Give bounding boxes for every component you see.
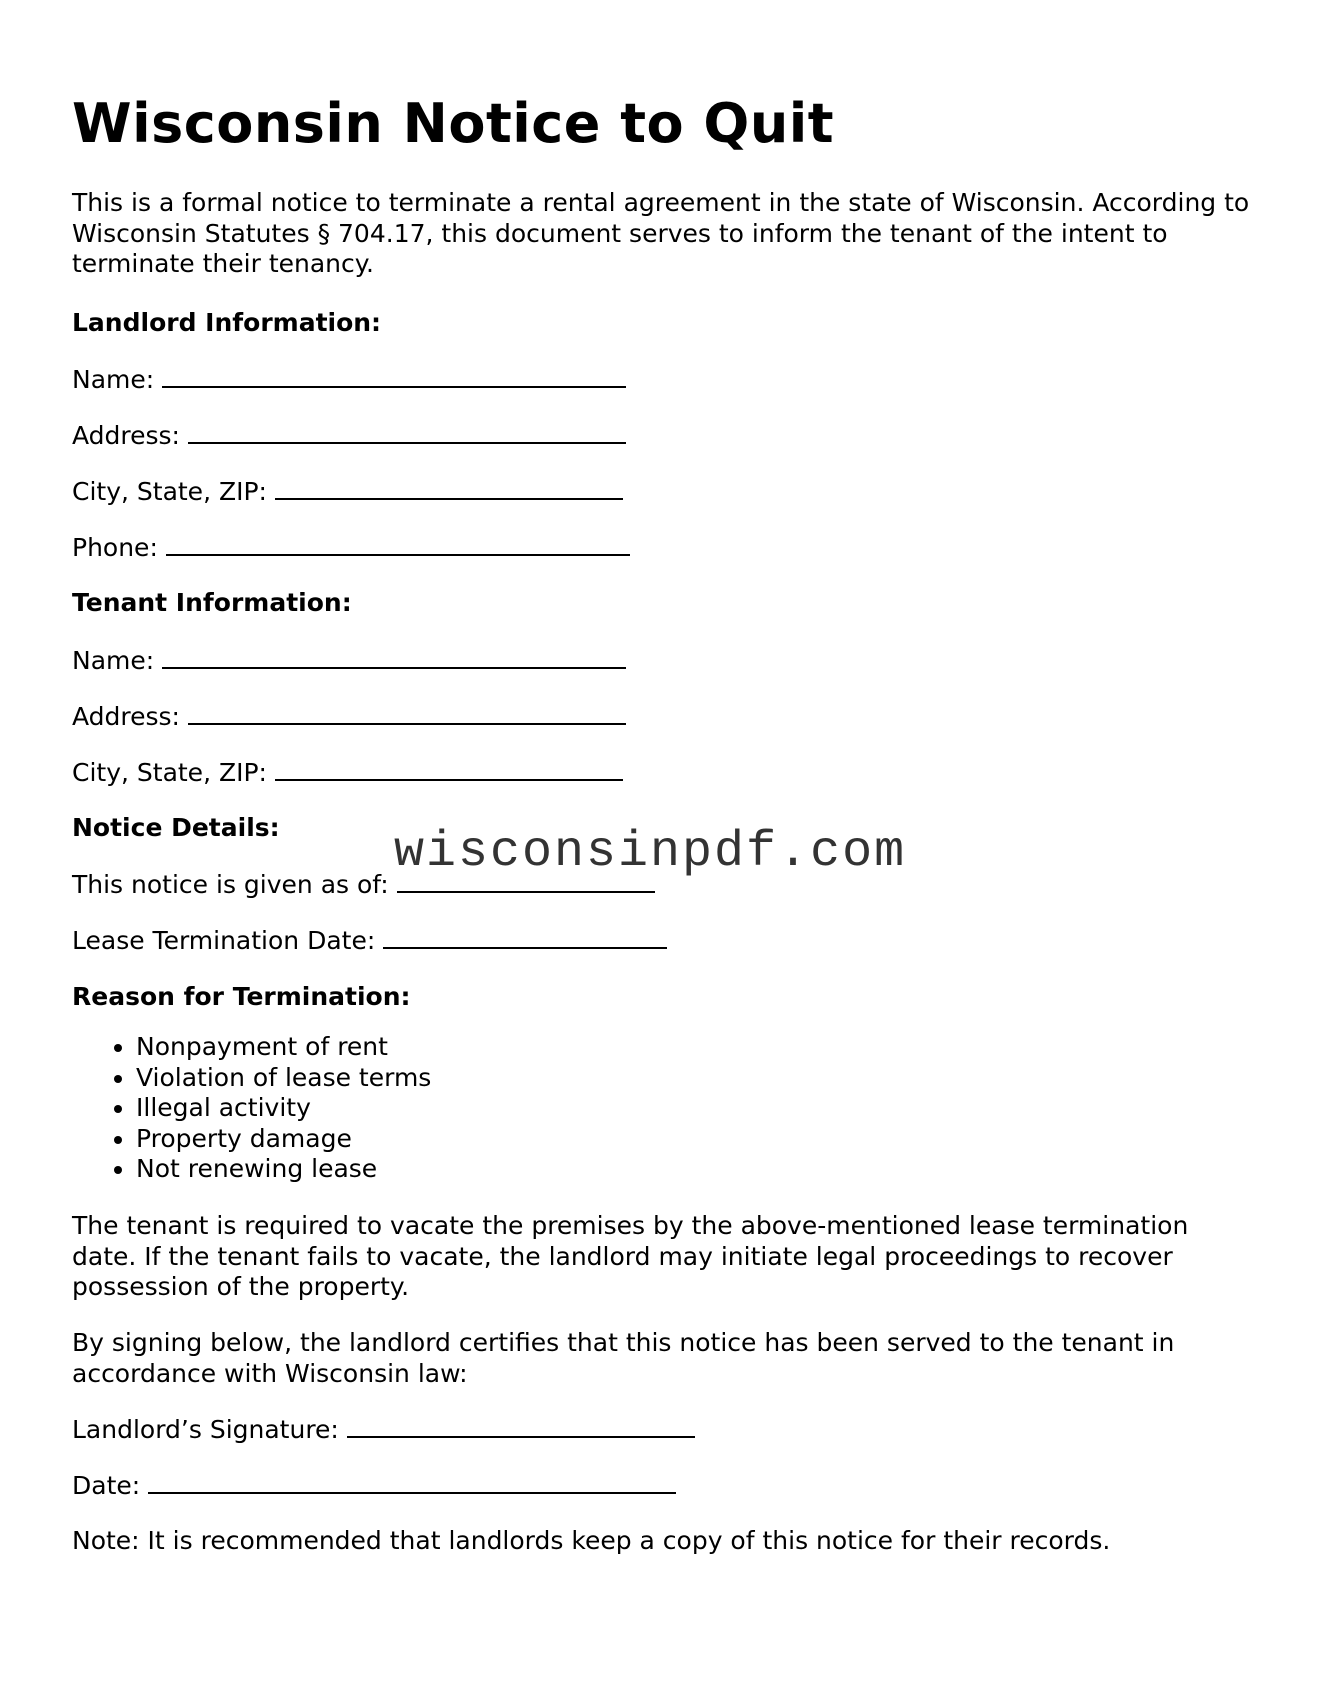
- notice-given-label: This notice is given as of:: [72, 870, 389, 899]
- termination-date-field[interactable]: [383, 925, 667, 949]
- page-title: Wisconsin Notice to Quit: [72, 92, 835, 155]
- termination-date-row: [72, 925, 667, 956]
- landlord-name-row: [72, 364, 626, 395]
- tenant-city-field[interactable]: [275, 757, 623, 781]
- intro-paragraph: This is a formal notice to terminate a rental agreement in the state of Wisconsin. According to Wisconsin Statutes § 704.17, this document serves to inform the tenant of the intent to terminate their tenancy.: [72, 188, 1250, 278]
- list-item: • Illegal activity: [136, 1093, 431, 1124]
- landlord-address-field[interactable]: [188, 420, 626, 444]
- landlord-phone-row: [72, 532, 630, 563]
- date-field[interactable]: [148, 1470, 676, 1494]
- tenant-address-row: [72, 701, 626, 732]
- tenant-city-row: [72, 757, 623, 788]
- landlord-address-label: Address:: [72, 421, 180, 450]
- landlord-address-row: [72, 420, 626, 451]
- list-item: • Property damage: [136, 1124, 431, 1155]
- landlord-name-field[interactable]: [162, 364, 626, 388]
- reasons-list: [72, 1032, 431, 1185]
- date-label: Date:: [72, 1471, 141, 1500]
- landlord-city-row: [72, 476, 623, 507]
- landlord-phone-field[interactable]: [166, 532, 630, 556]
- tenant-heading: Tenant Information:: [72, 588, 352, 617]
- tenant-name-row: [72, 645, 626, 676]
- termination-date-label: Lease Termination Date:: [72, 926, 376, 955]
- signature-row: [72, 1414, 695, 1445]
- landlord-city-field[interactable]: [275, 476, 623, 500]
- date-row: [72, 1470, 676, 1501]
- tenant-name-field[interactable]: [162, 645, 626, 669]
- landlord-city-label: City, State, ZIP:: [72, 477, 267, 506]
- tenant-address-field[interactable]: [188, 701, 626, 725]
- signature-field[interactable]: [347, 1414, 695, 1438]
- landlord-heading: Landlord Information:: [72, 308, 382, 337]
- list-item: • Nonpayment of rent: [136, 1032, 431, 1063]
- vacate-paragraph: The tenant is required to vacate the premises by the above-mentioned lease termination date. If the tenant fails to vacate, the landlord may initiate legal proceedings to recover possession of the property.: [72, 1211, 1189, 1301]
- list-item: • Not renewing lease: [136, 1154, 431, 1185]
- tenant-address-label: Address:: [72, 702, 180, 731]
- tenant-city-label: City, State, ZIP:: [72, 758, 267, 787]
- notice-heading: Notice Details:: [72, 813, 280, 842]
- reasons-heading: Reason for Termination:: [72, 982, 411, 1011]
- note-text: Note: It is recommended that landlords keep a copy of this notice for their records.: [72, 1526, 1111, 1555]
- landlord-phone-label: Phone:: [72, 533, 158, 562]
- landlord-name-label: Name:: [72, 365, 155, 394]
- watermark: wisconsinpdf.com: [394, 824, 907, 881]
- tenant-name-label: Name:: [72, 646, 155, 675]
- certify-paragraph: By signing below, the landlord certifies that this notice has been served to the tenant in accordance with Wisconsin law:: [72, 1328, 1175, 1388]
- signature-label: Landlord’s Signature:: [72, 1415, 339, 1444]
- list-item: • Violation of lease terms: [136, 1063, 431, 1094]
